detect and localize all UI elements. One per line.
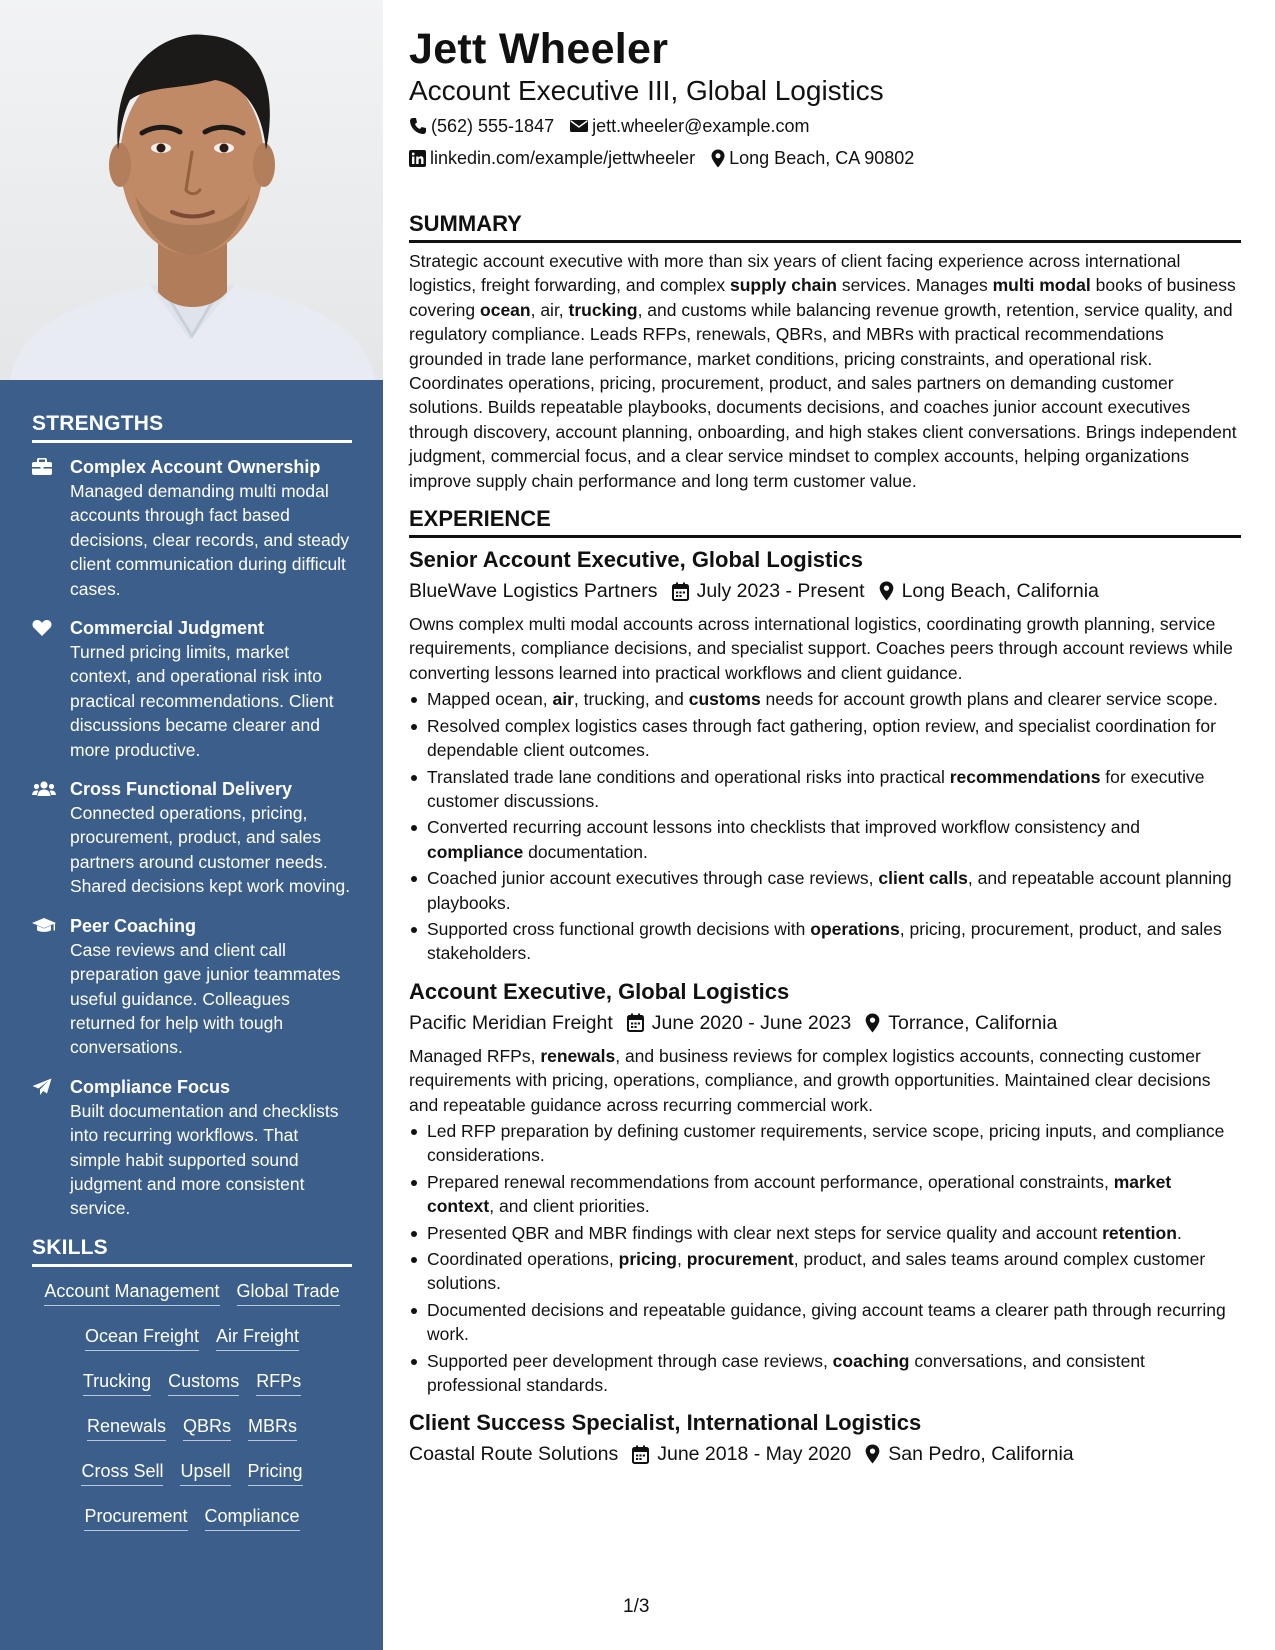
location-text: San Pedro, California — [888, 1443, 1074, 1466]
job-meta — [409, 1010, 1241, 1036]
map-pin-icon — [865, 1444, 880, 1464]
location-text: Torrance, California — [888, 1011, 1058, 1034]
job-entry — [409, 546, 1241, 966]
list-item: Translated trade lane conditions and operational risks into practical recommendations for executive customer discussions. — [409, 765, 1241, 814]
date-range: July 2023 - Present — [696, 580, 865, 603]
heart-icon — [32, 616, 70, 762]
candidate-name: Jett Wheeler — [409, 25, 669, 73]
list-item: Resolved complex logistics cases through fact gathering, option review, and specialist coordination for dependable client outcomes. — [409, 714, 1241, 763]
job-dates — [627, 1010, 852, 1036]
map-pin-icon — [865, 1013, 880, 1033]
skill-row — [32, 1414, 352, 1459]
company-name: Coastal Route Solutions — [409, 1443, 619, 1466]
list-item: Coached junior account executives through case reviews, client calls, and repeatable account planning playbooks. — [409, 866, 1241, 915]
list-item: Presented QBR and MBR findings with clear next steps for service quality and account retention. — [409, 1221, 1241, 1245]
email-address[interactable]: jett.wheeler@example.com — [592, 116, 810, 136]
skill-tag: Procurement — [84, 1504, 187, 1531]
contact-phone — [409, 114, 554, 138]
skill-tag: Upsell — [180, 1459, 230, 1486]
skill-row — [32, 1504, 352, 1549]
skill-tag: QBRs — [183, 1414, 231, 1441]
strength-title: Cross Functional Delivery — [70, 779, 293, 800]
page-number: 1/3 — [623, 1596, 650, 1617]
contact-linkedin — [409, 146, 695, 170]
job-location — [879, 578, 1099, 604]
job-company — [409, 1441, 618, 1467]
strengths-heading: STRENGTHS — [32, 412, 352, 443]
skill-tag: RFPs — [256, 1369, 301, 1396]
summary-heading: SUMMARY — [409, 210, 1241, 243]
job-bullets — [409, 687, 1241, 965]
strength-title: Compliance Focus — [70, 1076, 231, 1097]
company-name: Pacific Meridian Freight — [409, 1011, 613, 1034]
strength-item — [32, 777, 352, 899]
skill-tag: Customs — [168, 1369, 239, 1396]
list-item: Mapped ocean, air, trucking, and customs needs for account growth plans and clearer service scope. — [409, 687, 1241, 711]
list-item: Supported peer development through case reviews, coaching conversations, and consistent professional standards. — [409, 1349, 1241, 1398]
strength-title: Commercial Judgment — [70, 618, 265, 639]
contact-row — [409, 114, 1241, 138]
skill-tag: Trucking — [83, 1369, 151, 1396]
job-entry — [409, 978, 1241, 1398]
strength-desc: Built documentation and checklists into recurring workflows. That simple habit supported sound judgment and more consistent service. — [70, 1100, 339, 1219]
strength-item — [32, 914, 352, 1060]
contact-email — [570, 114, 809, 138]
job-description: Owns complex multi modal accounts across international logistics, coordinating growth planning, service requirements, compliance decisions, and specialist support. Coaches peers through account reviews while converting lessons learned into practical workflows and client guidance. — [409, 614, 1233, 683]
experience-heading: EXPERIENCE — [409, 505, 1241, 538]
list-item: Documented decisions and repeatable guidance, giving account teams a clearer path through recurring work. — [409, 1298, 1241, 1347]
linkedin-icon — [409, 150, 426, 167]
location-text: Long Beach, CA 90802 — [729, 148, 915, 168]
paper-plane-icon — [32, 1075, 70, 1221]
skill-tag: Compliance — [205, 1504, 300, 1531]
skill-row — [32, 1279, 352, 1324]
skill-row — [32, 1459, 352, 1504]
contact-location — [711, 146, 914, 170]
strength-item — [32, 616, 352, 762]
job-title: Senior Account Executive, Global Logistics — [409, 547, 863, 573]
strength-title: Complex Account Ownership — [70, 457, 321, 477]
skill-tag: Ocean Freight — [85, 1324, 199, 1351]
skill-tag: Cross Sell — [81, 1459, 163, 1486]
job-entry — [409, 1409, 1241, 1467]
skill-tag: MBRs — [248, 1414, 297, 1441]
skill-tag: Pricing — [248, 1459, 303, 1486]
strength-item — [32, 1075, 352, 1221]
sidebar-content — [32, 412, 352, 1549]
phone-number[interactable]: (562) 555-1847 — [431, 116, 555, 136]
strength-desc: Managed demanding multi modal accounts through fact based decisions, clear records, and steady client communication during difficult cases. — [70, 481, 350, 599]
users-icon — [32, 777, 70, 899]
strength-desc: Case reviews and client call preparation gave junior teammates useful guidance. Colleagues returned for help with tough conversations. — [70, 939, 341, 1058]
skill-row — [32, 1324, 352, 1369]
profile-photo — [0, 0, 383, 380]
skills-heading: SKILLS — [32, 1236, 352, 1267]
summary-text: Strategic account executive with more than six years of client facing experience across international logistics, freight forwarding, and complex supply chain services. Manages multi modal books of business covering ocean, air, trucking, and customs while balancing revenue growth, retention, service quality, and regulatory compliance. Leads RFPs, renewals, QBRs, and MBRs with practical recommendations grounded in trade lane performance, market conditions, pricing constraints, and operational risk. Coordinates operations, pricing, procurement, product, and sales partners on demanding customer solutions. Builds repeatable playbooks, documents decisions, and coaches junior account executives through discovery, account planning, onboarding, and high stakes client conversations. Brings independent judgment, commercial focus, and a clear service mindset to complex accounts, helping organizations improve supply chain performance and long term customer value. — [409, 251, 1237, 491]
list-item: Prepared renewal recommendations from account performance, operational constraints, market context, and client priorities. — [409, 1170, 1241, 1219]
experience-list — [409, 546, 1241, 1467]
skill-tag: Renewals — [87, 1414, 166, 1441]
strength-desc: Turned pricing limits, market context, and operational risk into practical recommendations. Client discussions became clearer and more productive. — [70, 642, 334, 760]
skill-row — [32, 1369, 352, 1414]
job-location — [865, 1010, 1057, 1036]
job-location — [865, 1441, 1073, 1467]
calendar-icon — [627, 1013, 644, 1032]
skill-tag: Account Management — [44, 1279, 219, 1306]
graduation-cap-icon — [32, 914, 70, 1060]
job-company — [409, 578, 658, 604]
map-pin-icon — [879, 581, 894, 601]
list-item: Supported cross functional growth decisions with operations, pricing, procurement, product, and sales stakeholders. — [409, 917, 1241, 966]
job-dates — [672, 578, 865, 604]
sidebar — [0, 0, 383, 1650]
calendar-icon — [632, 1445, 649, 1464]
strength-desc: Connected operations, pricing, procurement, product, and sales partners around customer needs. Shared decisions kept work moving. — [70, 803, 351, 897]
main-content — [409, 24, 1241, 1467]
phone-icon — [409, 117, 427, 135]
strength-item — [32, 455, 352, 601]
location-text: Long Beach, California — [901, 580, 1099, 603]
list-item: Converted recurring account lessons into checklists that improved workflow consistency and compliance documentation. — [409, 815, 1241, 864]
skill-tag: Air Freight — [216, 1324, 299, 1351]
job-bullets — [409, 1119, 1241, 1397]
job-title: Client Success Specialist, International Logistics — [409, 1410, 922, 1436]
linkedin-url[interactable]: linkedin.com/example/jettwheeler — [430, 148, 696, 168]
list-item: Led RFP preparation by defining customer requirements, service scope, pricing inputs, and compliance considerations. — [409, 1119, 1241, 1168]
list-item: Coordinated operations, pricing, procurement, product, and sales teams around complex customer solutions. — [409, 1247, 1241, 1296]
briefcase-icon — [32, 455, 70, 601]
job-company — [409, 1010, 613, 1036]
job-meta — [409, 1441, 1241, 1467]
job-meta — [409, 578, 1241, 604]
envelope-icon — [570, 119, 588, 133]
calendar-icon — [672, 582, 689, 601]
candidate-role: Account Executive III, Global Logistics — [409, 75, 884, 106]
skill-tag: Global Trade — [237, 1279, 340, 1306]
contact-row — [409, 146, 1241, 170]
date-range: June 2020 - June 2023 — [651, 1011, 852, 1034]
date-range: June 2018 - May 2020 — [657, 1443, 852, 1466]
job-title: Account Executive, Global Logistics — [409, 978, 790, 1004]
job-description: Managed RFPs, renewals, and business reviews for complex logistics accounts, connecting customer requirements with pricing, operations, compliance, and growth opportunities. Maintained clear decisions and repeatable guidance across recurring commercial work. — [409, 1045, 1211, 1115]
strength-title: Peer Coaching — [70, 915, 197, 936]
map-pin-icon — [711, 149, 725, 168]
job-dates — [632, 1441, 851, 1467]
company-name: BlueWave Logistics Partners — [409, 580, 658, 603]
